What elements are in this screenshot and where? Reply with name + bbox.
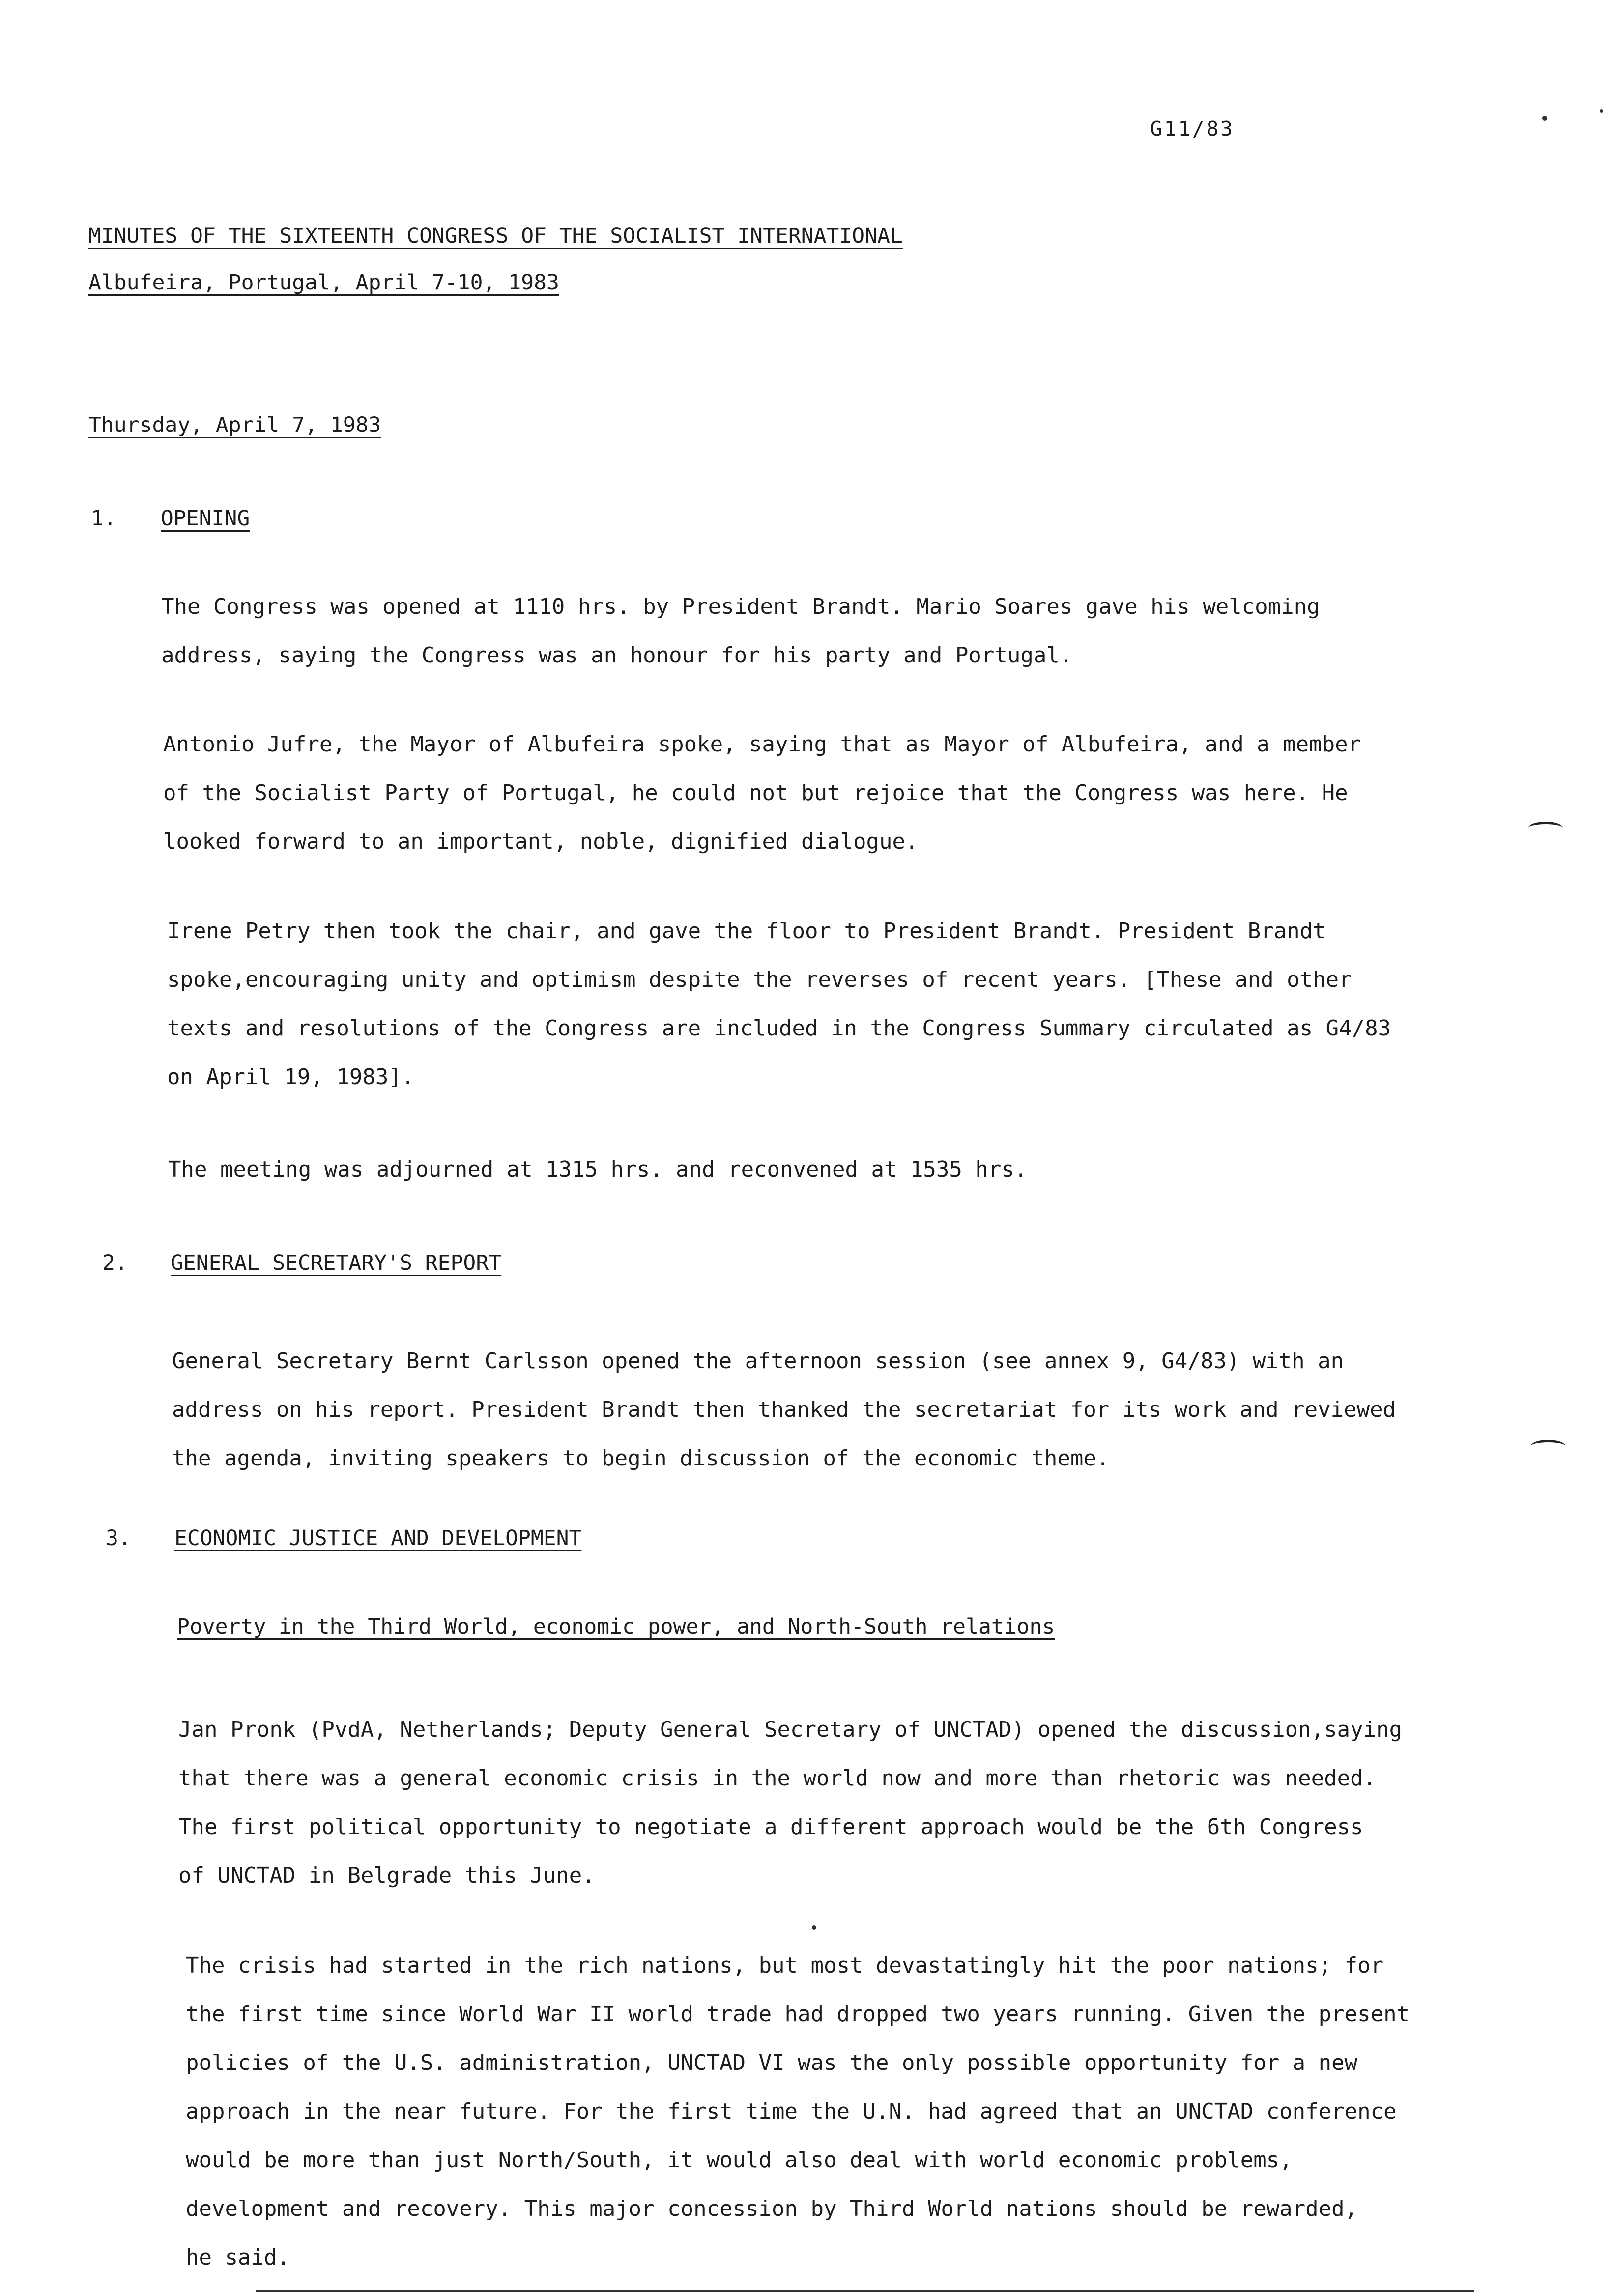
paragraph-line: Irene Petry then took the chair, and gave the floor to President Brandt. President Brandt <box>167 918 1326 944</box>
section-number: 3. <box>106 1526 131 1550</box>
paragraph-adjourned <box>168 1145 1027 1194</box>
paragraph-carlsson <box>172 1337 1396 1483</box>
page-bottom-rule <box>256 2290 1474 2292</box>
paragraph-line: would be more than just North/South, it would also deal with world economic problems, <box>186 2148 1293 2173</box>
section-title-economic: ECONOMIC JUSTICE AND DEVELOPMENT <box>174 1526 582 1550</box>
paragraph-line: address on his report. President Brandt then thanked the secretariat for its work and reviewed <box>172 1397 1396 1422</box>
paragraph-crisis <box>186 1941 1410 2282</box>
paragraph-mayor <box>163 720 1361 866</box>
margin-mark <box>1531 1440 1565 1452</box>
paragraph-line: the first time since World War II world trade had dropped two years running. Given the present <box>186 2002 1410 2027</box>
paragraph-line: of UNCTAD in Belgrade this June. <box>178 1863 595 1888</box>
section-title-opening: OPENING <box>161 506 250 531</box>
paragraph-line: looked forward to an important, noble, dignified dialogue. <box>163 829 919 854</box>
paragraph-line: The first political opportunity to negotiate a different approach would be the 6th Congress <box>178 1814 1363 1839</box>
margin-mark <box>1528 822 1563 834</box>
paragraph-opening <box>161 582 1320 680</box>
paragraph-line: on April 19, 1983]. <box>167 1064 415 1090</box>
scan-speck <box>1542 116 1547 121</box>
paragraph-line: General Secretary Bernt Carlsson opened the afternoon session (see annex 9, G4/83) with an <box>172 1349 1344 1374</box>
paragraph-line: The Congress was opened at 1110 hrs. by President Brandt. Mario Soares gave his welcoming <box>161 594 1320 619</box>
subsection-heading: Poverty in the Third World, economic power, and North-South relations <box>177 1614 1055 1639</box>
paragraph-line: spoke,encouraging unity and optimism despite the reverses of recent years. [These and other <box>167 967 1352 992</box>
paragraph-line: the agenda, inviting speakers to begin discussion of the economic theme. <box>172 1446 1110 1471</box>
scan-speck <box>1600 109 1603 113</box>
paragraph-pronk <box>178 1705 1402 1900</box>
paragraph-line: of the Socialist Party of Portugal, he could not but rejoice that the Congress was here. He <box>163 780 1348 805</box>
paragraph-line: texts and resolutions of the Congress are included in the Congress Summary circulated as G4/83 <box>167 1016 1391 1041</box>
paragraph-line: The meeting was adjourned at 1315 hrs. and reconvened at 1535 hrs. <box>168 1157 1028 1182</box>
paragraph-line: The crisis had started in the rich nations, but most devastatingly hit the poor nations; for <box>186 1953 1384 1978</box>
section-title-report: GENERAL SECRETARY'S REPORT <box>171 1251 502 1275</box>
paragraph-line: policies of the U.S. administration, UNCTAD VI was the only possible opportunity for a new <box>186 2050 1358 2075</box>
minutes-title: MINUTES OF THE SIXTEENTH CONGRESS OF THE SOCIALIST INTERNATIONAL <box>88 224 903 248</box>
section-number: 1. <box>91 506 116 531</box>
paragraph-line: Jan Pronk (PvdA, Netherlands; Deputy General Secretary of UNCTAD) opened the discussion,saying <box>178 1717 1403 1742</box>
paragraph-petry <box>167 907 1391 1101</box>
paragraph-line: Antonio Jufre, the Mayor of Albufeira spoke, saying that as Mayor of Albufeira, and a member <box>163 732 1361 757</box>
paragraph-line: approach in the near future. For the first time the U.N. had agreed that an UNCTAD conference <box>186 2099 1397 2124</box>
paragraph-line: that there was a general economic crisis in the world now and more than rhetoric was needed. <box>178 1766 1377 1791</box>
document-reference: G11/83 <box>1150 117 1235 141</box>
paragraph-line: development and recovery. This major concession by Third World nations should be rewarded, <box>186 2196 1358 2221</box>
congress-location-date: Albufeira, Portugal, April 7-10, 1983 <box>88 270 559 295</box>
scan-speck <box>812 1925 816 1930</box>
section-number: 2. <box>102 1251 128 1275</box>
paragraph-line: he said. <box>186 2245 290 2270</box>
paragraph-line: address, saying the Congress was an honour for his party and Portugal. <box>161 643 1073 668</box>
day-heading: Thursday, April 7, 1983 <box>88 413 381 437</box>
